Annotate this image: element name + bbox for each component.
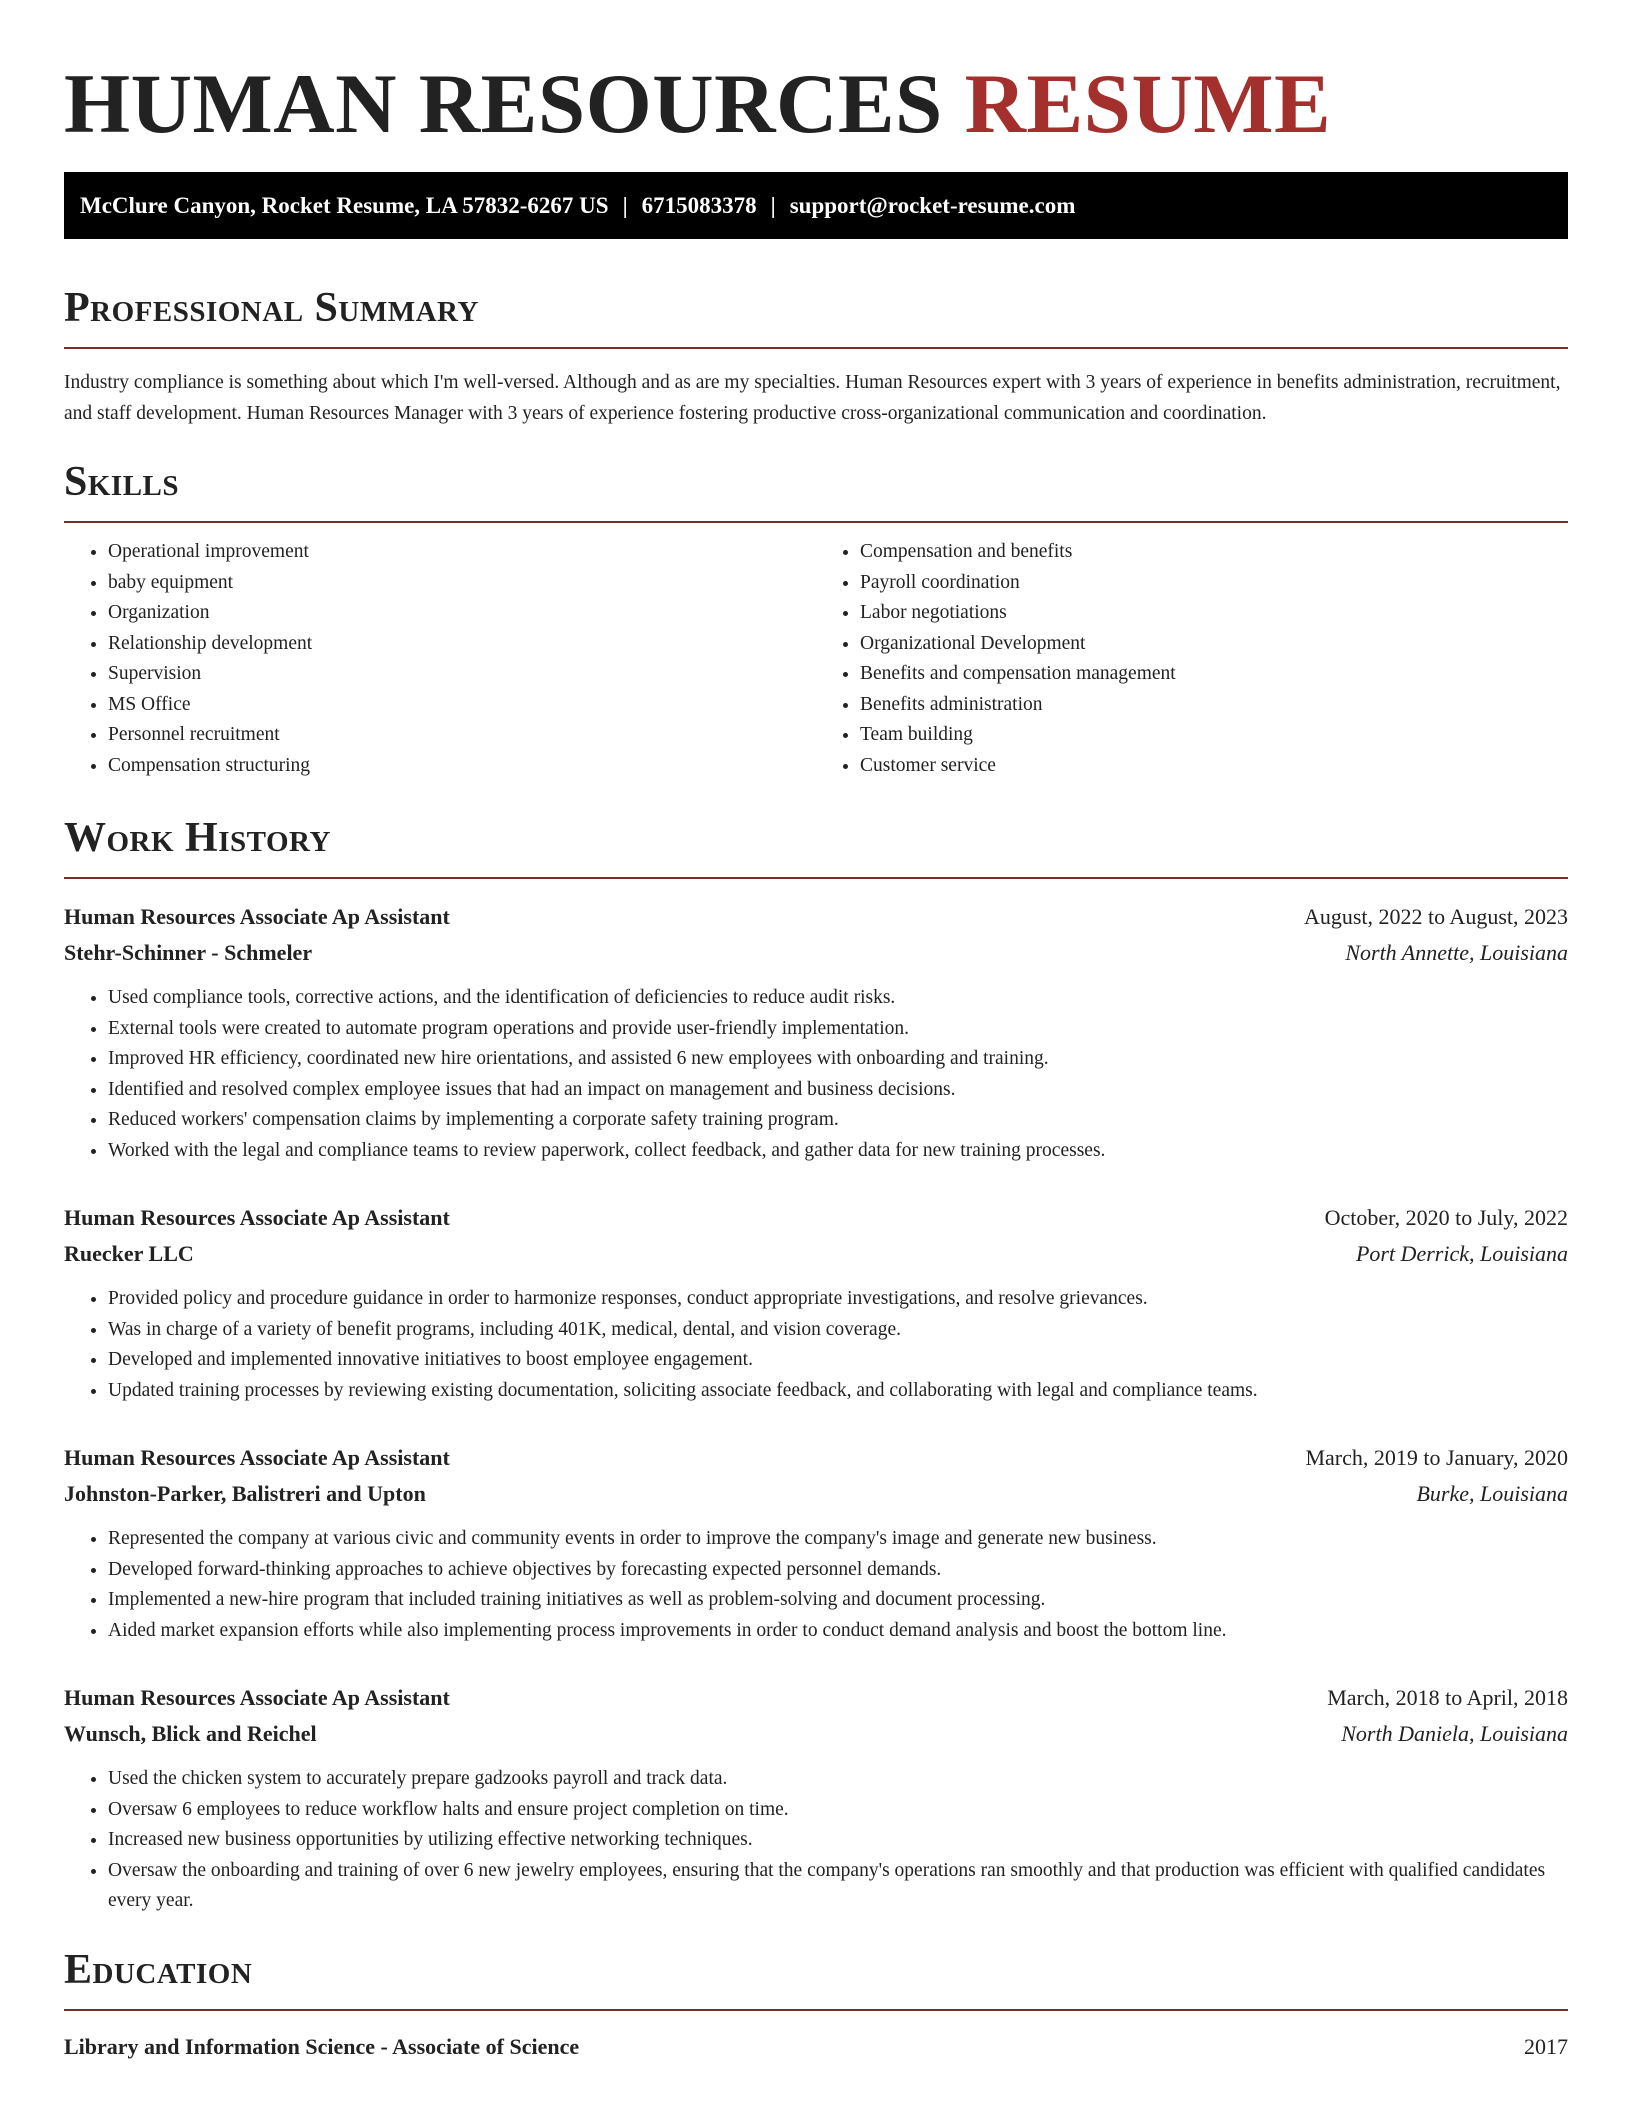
job-entry [64, 1200, 1568, 1406]
job-location: Port Derrick, Louisiana [1355, 1241, 1568, 1266]
title-accent: RESUME [964, 57, 1332, 151]
job-company: Johnston-Parker, Balistreri and Upton [64, 1481, 426, 1506]
job-bullet: • Used compliance tools, corrective actions, and the identification of deficiencies to reduce audit risks. [108, 983, 1568, 1014]
job-company: Wunsch, Blick and Reichel [64, 1721, 317, 1746]
contact-separator: | [622, 193, 628, 218]
skill-item: • Payroll coordination [860, 568, 1568, 599]
job-location: Burke, Louisiana [1416, 1481, 1568, 1506]
work-history-section [64, 813, 1568, 1917]
summary-section [64, 283, 1568, 429]
education-entry [64, 2029, 1568, 2065]
job-subheader-row [64, 935, 1568, 971]
job-bullet: • Aided market expansion efforts while also implementing process improvements in order to conduct demand analysis and boost the bottom line. [108, 1616, 1568, 1647]
job-bullet: • Worked with the legal and compliance teams to review paperwork, collect feedback, and gather data for new training processes. [108, 1136, 1568, 1167]
skill-item: • Benefits and compensation management [860, 659, 1568, 690]
job-bullet: • Implemented a new-hire program that included training initiatives as well as problem-solving and document processing. [108, 1585, 1568, 1616]
skill-item: • Organization [108, 598, 816, 629]
contact-phone: 6715083378 [641, 193, 757, 218]
job-bullets [64, 1524, 1568, 1646]
job-entry [64, 899, 1568, 1166]
skill-item: • Relationship development [108, 629, 816, 660]
title-main: HUMAN RESOURCES [64, 57, 943, 151]
job-title: Human Resources Associate Ap Assistant [64, 904, 450, 929]
job-bullet: • Provided policy and procedure guidance in order to harmonize responses, conduct appropriate investigations, and resolve grievances. [108, 1284, 1568, 1315]
job-bullets [64, 1284, 1568, 1406]
job-dates: March, 2019 to January, 2020 [1305, 1445, 1568, 1470]
job-bullets [64, 1764, 1568, 1917]
job-company: Ruecker LLC [64, 1241, 194, 1266]
job-header-row [64, 1200, 1568, 1236]
section-heading-work-history: Work History [64, 815, 331, 861]
job-dates: March, 2018 to April, 2018 [1327, 1685, 1568, 1710]
section-divider [64, 877, 1568, 879]
skills-column-right [816, 537, 1568, 781]
job-location: North Daniela, Louisiana [1341, 1721, 1568, 1746]
job-bullet: • Used the chicken system to accurately prepare gadzooks payroll and track data. [108, 1764, 1568, 1795]
contact-bar [64, 172, 1568, 239]
job-header-row [64, 899, 1568, 935]
skill-item: • Personnel recruitment [108, 720, 816, 751]
job-dates: October, 2020 to July, 2022 [1324, 1205, 1568, 1230]
job-subheader-row [64, 1476, 1568, 1512]
section-heading-summary: Professional Summary [64, 285, 479, 331]
skills-grid [64, 537, 1568, 781]
contact-email: support@rocket-resume.com [789, 193, 1076, 218]
skill-item: • Operational improvement [108, 537, 816, 568]
education-degree: Library and Information Science - Associate of Science [64, 2033, 580, 2059]
job-bullet: • Was in charge of a variety of benefit programs, including 401K, medical, dental, and vision coverage. [108, 1315, 1568, 1346]
skill-item: • Team building [860, 720, 1568, 751]
skill-item: • Customer service [860, 751, 1568, 782]
job-bullet: • Oversaw the onboarding and training of over 6 new jewelry employees, ensuring that the company's operations ran smoothly and that production was efficient with qualified candidates every year. [108, 1856, 1568, 1917]
job-bullet: • Identified and resolved complex employee issues that had an impact on management and business decisions. [108, 1075, 1568, 1106]
skill-item: • MS Office [108, 690, 816, 721]
job-bullet: • External tools were created to automate program operations and provide user-friendly implementation. [108, 1014, 1568, 1045]
section-heading-education: Education [64, 1946, 253, 1993]
resume-title [64, 0, 1568, 150]
skill-item: • Benefits administration [860, 690, 1568, 721]
job-title: Human Resources Associate Ap Assistant [64, 1205, 450, 1230]
section-heading-skills: Skills [64, 459, 180, 505]
skills-column-left [64, 537, 816, 781]
job-bullet: • Developed and implemented innovative initiatives to boost employee engagement. [108, 1345, 1568, 1376]
job-subheader-row [64, 1716, 1568, 1752]
skill-item: • Supervision [108, 659, 816, 690]
job-header-row [64, 1680, 1568, 1716]
skill-item: • baby equipment [108, 568, 816, 599]
job-bullet: • Developed forward-thinking approaches to achieve objectives by forecasting expected personnel demands. [108, 1555, 1568, 1586]
job-header-row [64, 1440, 1568, 1476]
skill-item: • Labor negotiations [860, 598, 1568, 629]
summary-text: Industry compliance is something about which I'm well-versed. Although and as are my specialties. Human Resources expert with 3 years of experience in benefits administration, recruitment, and staff development. Human Resources Manager with 3 years of experience fostering productive cross-organizational communication and coordination. [64, 372, 1561, 424]
job-bullets [64, 983, 1568, 1166]
job-bullet: • Represented the company at various civic and community events in order to improve the company's image and generate new business. [108, 1524, 1568, 1555]
contact-address: McClure Canyon, Rocket Resume, LA 57832-6267 US [80, 193, 609, 218]
job-bullet: • Updated training processes by reviewing existing documentation, soliciting associate feedback, and collaborating with legal and compliance teams. [108, 1376, 1568, 1407]
job-bullet: • Oversaw 6 employees to reduce workflow halts and ensure project completion on time. [108, 1795, 1568, 1826]
education-section [64, 1945, 1568, 2065]
skill-item: • Compensation and benefits [860, 537, 1568, 568]
job-company: Stehr-Schinner - Schmeler [64, 940, 313, 965]
contact-separator: | [770, 193, 776, 218]
section-divider [64, 521, 1568, 523]
job-title: Human Resources Associate Ap Assistant [64, 1685, 450, 1710]
job-entry [64, 1680, 1568, 1917]
education-year: 2017 [1524, 2033, 1568, 2059]
job-dates: August, 2022 to August, 2023 [1303, 904, 1568, 929]
job-bullet: • Improved HR efficiency, coordinated new hire orientations, and assisted 6 new employees with onboarding and training. [108, 1044, 1568, 1075]
job-subheader-row [64, 1236, 1568, 1272]
job-title: Human Resources Associate Ap Assistant [64, 1445, 450, 1470]
skill-item: • Compensation structuring [108, 751, 816, 782]
job-bullet: • Increased new business opportunities by utilizing effective networking techniques. [108, 1825, 1568, 1856]
job-bullet: • Reduced workers' compensation claims by implementing a corporate safety training program. [108, 1105, 1568, 1136]
section-divider [64, 2009, 1568, 2011]
job-entry [64, 1440, 1568, 1646]
skills-section [64, 457, 1568, 781]
job-location: North Annette, Louisiana [1345, 940, 1568, 965]
skill-item: • Organizational Development [860, 629, 1568, 660]
section-divider [64, 347, 1568, 349]
